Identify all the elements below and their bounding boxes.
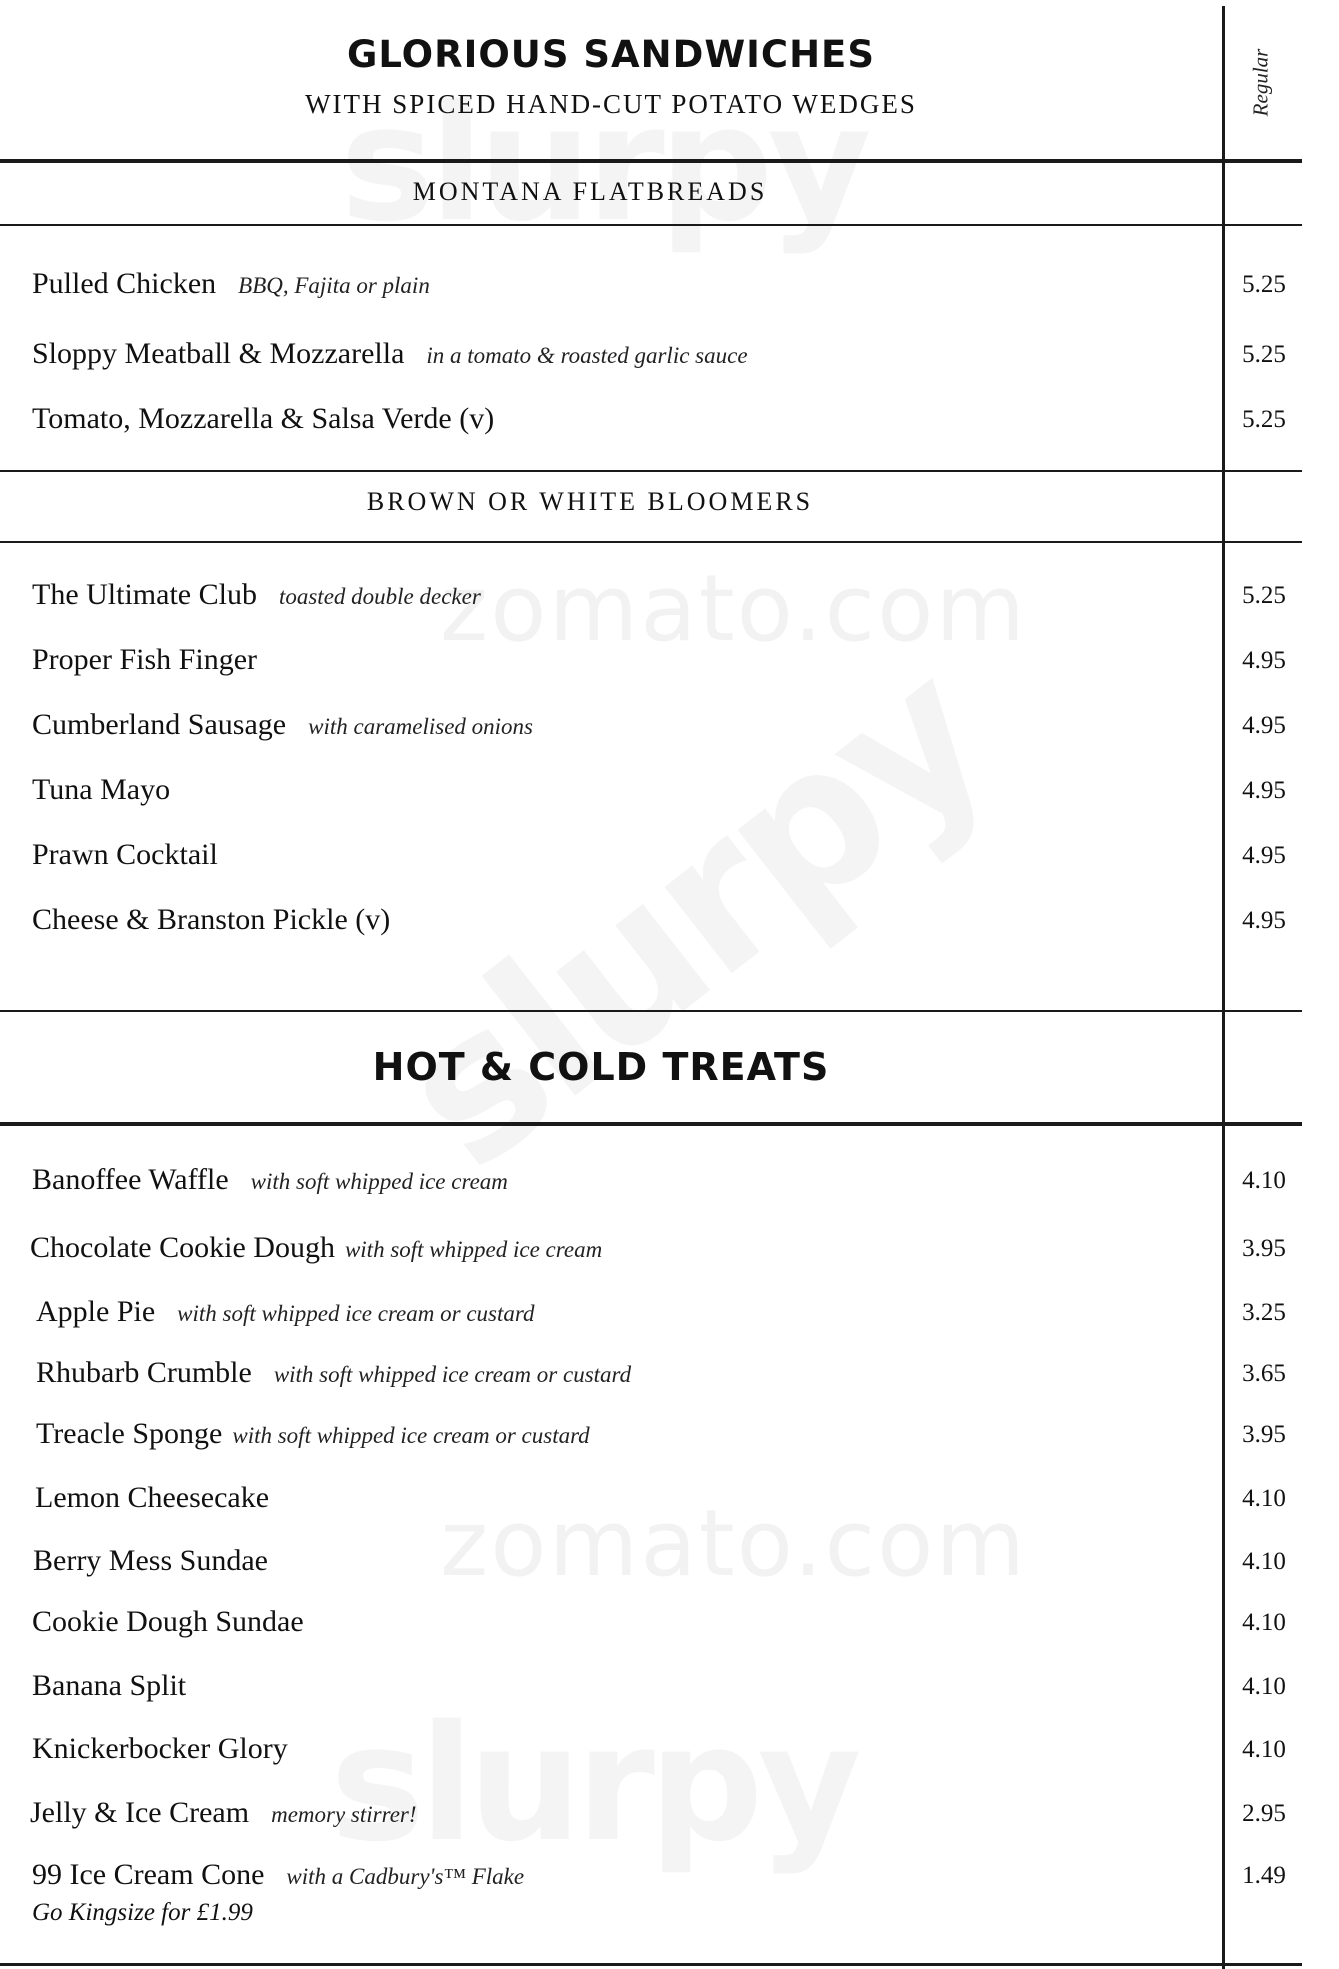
item-price: 5.25 xyxy=(1242,341,1286,368)
item-price: 4.10 xyxy=(1242,1609,1286,1636)
item-description: with soft whipped ice cream or custard xyxy=(232,1423,590,1448)
page-subtitle: WITH SPICED HAND-CUT POTATO WEDGES xyxy=(305,89,917,119)
menu-item xyxy=(35,1483,269,1513)
item-name: Rhubarb Crumble xyxy=(36,1356,252,1389)
item-price: 4.10 xyxy=(1242,1167,1286,1194)
item-name: Tomato, Mozzarella & Salsa Verde (v) xyxy=(32,402,495,435)
menu-item xyxy=(32,404,494,434)
menu-item xyxy=(32,1607,304,1637)
page-title: GLORIOUS SANDWICHES xyxy=(347,33,875,76)
item-name: Lemon Cheesecake xyxy=(35,1481,270,1514)
item-name: 99 Ice Cream Cone xyxy=(32,1858,265,1891)
watermark-zomato-bottom: zomato.com xyxy=(440,1490,1028,1597)
item-description: in a tomato & roasted garlic sauce xyxy=(426,343,748,368)
item-name: The Ultimate Club xyxy=(32,578,257,611)
menu-item xyxy=(32,840,218,870)
rule-flatbreads-bottom xyxy=(0,224,1302,226)
item-description: toasted double decker xyxy=(278,584,481,609)
rule-bloomers-bottom xyxy=(0,541,1302,543)
item-description: memory stirrer! xyxy=(271,1802,417,1827)
item-description: with soft whipped ice cream or custard xyxy=(273,1362,632,1387)
item-name: Banana Split xyxy=(32,1669,187,1702)
item-price: 5.25 xyxy=(1242,271,1286,298)
price-column-divider xyxy=(1222,6,1225,1969)
price-column-label: Regular xyxy=(1248,48,1273,116)
item-name: Sloppy Meatball & Mozzarella xyxy=(32,337,405,370)
item-name: Chocolate Cookie Dough xyxy=(30,1231,335,1264)
item-price: 4.95 xyxy=(1242,647,1286,674)
item-price: 2.95 xyxy=(1242,1800,1286,1827)
item-price: 4.95 xyxy=(1242,907,1286,934)
menu-item xyxy=(32,339,748,369)
watermark-slurpy-bottom xyxy=(330,1690,856,1877)
item-name: Berry Mess Sundae xyxy=(33,1544,268,1577)
item-name: Tuna Mayo xyxy=(32,773,171,806)
menu-item xyxy=(32,580,481,610)
item-price: 4.10 xyxy=(1242,1548,1286,1575)
menu-item xyxy=(36,1297,534,1327)
item-price: 3.25 xyxy=(1242,1299,1286,1326)
item-price: 4.95 xyxy=(1242,777,1286,804)
menu-item xyxy=(32,269,430,299)
menu-item xyxy=(32,1165,508,1195)
rule-page-bottom xyxy=(0,1963,1302,1966)
section-title-treats: HOT & COLD TREATS xyxy=(372,1045,830,1089)
item-name: Apple Pie xyxy=(36,1295,156,1328)
item-name: Pulled Chicken xyxy=(32,267,217,300)
rule-treats-top xyxy=(0,1010,1302,1012)
menu-item xyxy=(32,710,533,740)
menu-item xyxy=(32,905,390,935)
menu-item xyxy=(36,1419,590,1449)
item-description: with soft whipped ice cream or custard xyxy=(177,1301,535,1326)
item-name: Cumberland Sausage xyxy=(32,708,287,741)
item-price: 3.95 xyxy=(1242,1421,1286,1448)
item-description: with soft whipped ice cream xyxy=(344,1237,603,1262)
item-price: 1.49 xyxy=(1242,1862,1286,1889)
item-description: with caramelised onions xyxy=(308,714,533,739)
item-name: Cookie Dough Sundae xyxy=(32,1605,304,1638)
menu-item xyxy=(33,1546,268,1576)
item-price: 4.95 xyxy=(1242,712,1286,739)
menu-item xyxy=(32,1860,524,1890)
item-name: Banoffee Waffle xyxy=(32,1163,229,1196)
item-name: Prawn Cocktail xyxy=(32,838,218,871)
item-description: with a Cadbury's™ Flake xyxy=(286,1864,525,1889)
menu-item xyxy=(32,645,257,675)
rule-treats-bottom xyxy=(0,1122,1302,1126)
watermark-zomato-top: zomato.com xyxy=(440,555,1028,662)
menu-item xyxy=(36,1358,631,1388)
item-price: 4.10 xyxy=(1242,1673,1286,1700)
menu-item xyxy=(32,775,170,805)
menu-item xyxy=(32,1671,186,1701)
item-price: 3.95 xyxy=(1242,1235,1286,1262)
section-title-bloomers: BROWN OR WHITE BLOOMERS xyxy=(366,487,814,516)
item-description: BBQ, Fajita or plain xyxy=(238,273,430,298)
item-description: with soft whipped ice cream xyxy=(250,1169,508,1194)
section-title-flatbreads: MONTANA FLATBREADS xyxy=(412,177,768,206)
item-note: Go Kingsize for £1.99 xyxy=(32,1899,253,1926)
menu-item xyxy=(30,1798,417,1828)
item-price: 5.25 xyxy=(1242,406,1286,433)
item-price: 4.10 xyxy=(1242,1485,1286,1512)
rule-bloomers-top xyxy=(0,470,1302,472)
item-name: Proper Fish Finger xyxy=(32,643,257,676)
item-price: 3.65 xyxy=(1242,1360,1286,1387)
rule-header-bottom xyxy=(0,159,1302,163)
item-name: Treacle Sponge xyxy=(36,1417,223,1450)
item-price: 4.95 xyxy=(1242,842,1286,869)
item-price: 5.25 xyxy=(1242,582,1286,609)
item-name: Knickerbocker Glory xyxy=(32,1732,288,1765)
menu-item xyxy=(30,1233,602,1263)
item-price: 4.10 xyxy=(1242,1736,1286,1763)
menu-item xyxy=(32,1734,288,1764)
item-name: Jelly & Ice Cream xyxy=(30,1796,250,1829)
item-name: Cheese & Branston Pickle (v) xyxy=(32,903,391,936)
